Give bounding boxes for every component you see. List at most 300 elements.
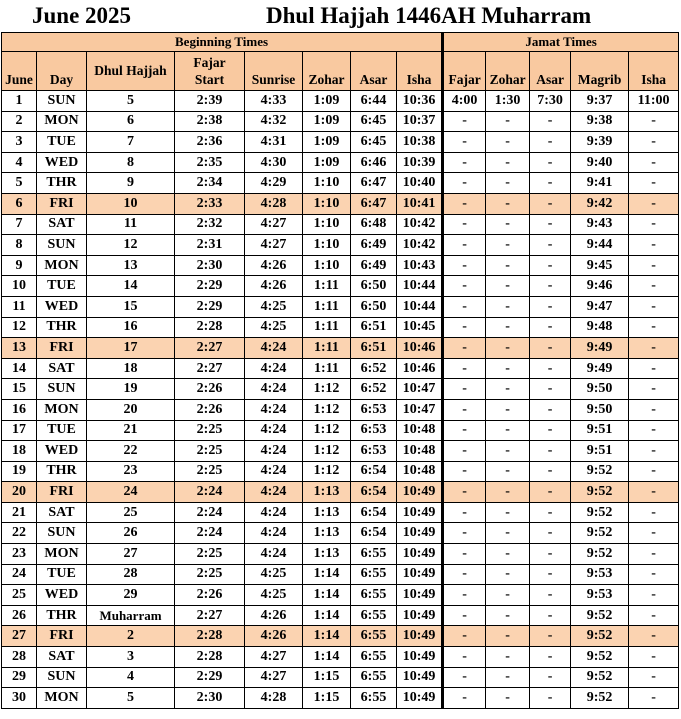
cell-asar: 6:45 bbox=[351, 132, 397, 153]
cell-jamat-magrib: 9:52 bbox=[571, 688, 629, 709]
cell-jamat-isha: - bbox=[629, 111, 679, 132]
cell-asar: 6:53 bbox=[351, 399, 397, 420]
col-dhul-hajjah: Dhul Hajjah bbox=[87, 52, 175, 91]
table-row bbox=[2, 605, 679, 626]
cell-jamat-isha: - bbox=[629, 441, 679, 462]
cell-jamat-isha: - bbox=[629, 482, 679, 503]
cell-asar: 6:55 bbox=[351, 544, 397, 565]
table-row bbox=[2, 667, 679, 688]
cell-jamat-isha: - bbox=[629, 605, 679, 626]
cell-hijri: 23 bbox=[87, 461, 175, 482]
cell-asar: 6:55 bbox=[351, 667, 397, 688]
cell-jamat-asar: - bbox=[530, 379, 571, 400]
table-row bbox=[2, 399, 679, 420]
cell-fajar-start: 2:32 bbox=[175, 214, 245, 235]
cell-fajar-start: 2:28 bbox=[175, 647, 245, 668]
table-row bbox=[2, 688, 679, 709]
cell-day: SUN bbox=[37, 667, 87, 688]
cell-zohar: 1:09 bbox=[303, 152, 351, 173]
cell-jamat-magrib: 9:51 bbox=[571, 441, 629, 462]
cell-fajar-start: 2:26 bbox=[175, 399, 245, 420]
cell-isha: 10:46 bbox=[397, 358, 443, 379]
cell-hijri: 2 bbox=[87, 626, 175, 647]
cell-day: SUN bbox=[37, 523, 87, 544]
cell-jamat-asar: - bbox=[530, 688, 571, 709]
cell-date: 14 bbox=[2, 358, 37, 379]
cell-jamat-isha: - bbox=[629, 626, 679, 647]
cell-jamat-zohar: - bbox=[486, 585, 530, 606]
cell-hijri: 5 bbox=[87, 91, 175, 112]
cell-sunrise: 4:24 bbox=[245, 399, 303, 420]
title-bar bbox=[0, 0, 681, 32]
cell-hijri: 27 bbox=[87, 544, 175, 565]
cell-jamat-isha: - bbox=[629, 235, 679, 256]
cell-sunrise: 4:28 bbox=[245, 193, 303, 214]
cell-sunrise: 4:24 bbox=[245, 420, 303, 441]
cell-date: 16 bbox=[2, 399, 37, 420]
cell-isha: 10:49 bbox=[397, 482, 443, 503]
cell-hijri: 6 bbox=[87, 111, 175, 132]
cell-hijri: 28 bbox=[87, 564, 175, 585]
cell-jamat-zohar: - bbox=[486, 399, 530, 420]
cell-day: SUN bbox=[37, 235, 87, 256]
cell-zohar: 1:13 bbox=[303, 544, 351, 565]
col-jamat-zohar: Zohar bbox=[486, 52, 530, 91]
cell-jamat-magrib: 9:47 bbox=[571, 296, 629, 317]
cell-date: 4 bbox=[2, 152, 37, 173]
cell-sunrise: 4:27 bbox=[245, 667, 303, 688]
cell-jamat-magrib: 9:52 bbox=[571, 523, 629, 544]
cell-jamat-magrib: 9:48 bbox=[571, 317, 629, 338]
table-row bbox=[2, 585, 679, 606]
beginning-times-header: Beginning Times bbox=[2, 33, 443, 52]
cell-asar: 6:46 bbox=[351, 152, 397, 173]
cell-fajar-start: 2:33 bbox=[175, 193, 245, 214]
cell-day: SUN bbox=[37, 379, 87, 400]
cell-sunrise: 4:25 bbox=[245, 585, 303, 606]
cell-jamat-magrib: 9:40 bbox=[571, 152, 629, 173]
cell-jamat-magrib: 9:50 bbox=[571, 379, 629, 400]
cell-sunrise: 4:26 bbox=[245, 255, 303, 276]
cell-fajar-start: 2:25 bbox=[175, 564, 245, 585]
cell-hijri: 4 bbox=[87, 667, 175, 688]
cell-jamat-isha: - bbox=[629, 152, 679, 173]
cell-jamat-fajar: - bbox=[443, 132, 486, 153]
cell-asar: 6:54 bbox=[351, 461, 397, 482]
cell-day: MON bbox=[37, 255, 87, 276]
cell-isha: 10:48 bbox=[397, 441, 443, 462]
cell-jamat-fajar: - bbox=[443, 667, 486, 688]
cell-sunrise: 4:27 bbox=[245, 214, 303, 235]
cell-jamat-magrib: 9:45 bbox=[571, 255, 629, 276]
cell-zohar: 1:15 bbox=[303, 667, 351, 688]
col-zohar: Zohar bbox=[303, 52, 351, 91]
cell-jamat-asar: - bbox=[530, 647, 571, 668]
cell-sunrise: 4:30 bbox=[245, 152, 303, 173]
cell-hijri: 5 bbox=[87, 688, 175, 709]
cell-sunrise: 4:29 bbox=[245, 173, 303, 194]
cell-jamat-zohar: - bbox=[486, 461, 530, 482]
col-asar: Asar bbox=[351, 52, 397, 91]
cell-jamat-isha: - bbox=[629, 338, 679, 359]
cell-zohar: 1:09 bbox=[303, 91, 351, 112]
cell-asar: 6:54 bbox=[351, 523, 397, 544]
table-row bbox=[2, 358, 679, 379]
cell-asar: 6:53 bbox=[351, 441, 397, 462]
cell-date: 2 bbox=[2, 111, 37, 132]
cell-zohar: 1:11 bbox=[303, 358, 351, 379]
cell-isha: 10:45 bbox=[397, 317, 443, 338]
cell-zohar: 1:13 bbox=[303, 502, 351, 523]
cell-jamat-zohar: - bbox=[486, 358, 530, 379]
cell-sunrise: 4:31 bbox=[245, 132, 303, 153]
col-fajar-start-line1: Fajar bbox=[193, 55, 226, 70]
cell-fajar-start: 2:24 bbox=[175, 482, 245, 503]
cell-jamat-asar: - bbox=[530, 111, 571, 132]
table-row bbox=[2, 152, 679, 173]
table-row bbox=[2, 173, 679, 194]
cell-jamat-asar: - bbox=[530, 502, 571, 523]
cell-asar: 6:55 bbox=[351, 688, 397, 709]
cell-date: 13 bbox=[2, 338, 37, 359]
cell-asar: 6:53 bbox=[351, 420, 397, 441]
cell-sunrise: 4:33 bbox=[245, 91, 303, 112]
cell-sunrise: 4:25 bbox=[245, 317, 303, 338]
cell-jamat-fajar: - bbox=[443, 626, 486, 647]
cell-asar: 6:47 bbox=[351, 193, 397, 214]
cell-jamat-isha: - bbox=[629, 667, 679, 688]
cell-jamat-magrib: 9:52 bbox=[571, 605, 629, 626]
cell-fajar-start: 2:26 bbox=[175, 585, 245, 606]
cell-isha: 10:49 bbox=[397, 523, 443, 544]
cell-sunrise: 4:24 bbox=[245, 482, 303, 503]
cell-asar: 6:52 bbox=[351, 358, 397, 379]
cell-jamat-zohar: - bbox=[486, 255, 530, 276]
cell-date: 20 bbox=[2, 482, 37, 503]
col-jamat-isha: Isha bbox=[629, 52, 679, 91]
cell-isha: 10:49 bbox=[397, 564, 443, 585]
cell-jamat-asar: - bbox=[530, 338, 571, 359]
cell-jamat-fajar: - bbox=[443, 152, 486, 173]
cell-day: SUN bbox=[37, 91, 87, 112]
cell-jamat-asar: - bbox=[530, 482, 571, 503]
cell-zohar: 1:09 bbox=[303, 132, 351, 153]
cell-zohar: 1:12 bbox=[303, 379, 351, 400]
cell-jamat-isha: - bbox=[629, 317, 679, 338]
column-header-row bbox=[2, 52, 679, 91]
cell-date: 28 bbox=[2, 647, 37, 668]
cell-jamat-isha: - bbox=[629, 173, 679, 194]
table-row bbox=[2, 91, 679, 112]
cell-zohar: 1:10 bbox=[303, 193, 351, 214]
cell-jamat-fajar: - bbox=[443, 461, 486, 482]
cell-date: 30 bbox=[2, 688, 37, 709]
cell-fajar-start: 2:30 bbox=[175, 255, 245, 276]
cell-jamat-asar: - bbox=[530, 461, 571, 482]
cell-hijri: 8 bbox=[87, 152, 175, 173]
cell-jamat-zohar: - bbox=[486, 214, 530, 235]
cell-jamat-zohar: - bbox=[486, 626, 530, 647]
cell-day: TUE bbox=[37, 420, 87, 441]
cell-date: 24 bbox=[2, 564, 37, 585]
cell-sunrise: 4:24 bbox=[245, 379, 303, 400]
cell-fajar-start: 2:28 bbox=[175, 317, 245, 338]
cell-sunrise: 4:25 bbox=[245, 296, 303, 317]
cell-zohar: 1:14 bbox=[303, 626, 351, 647]
table-row bbox=[2, 193, 679, 214]
cell-jamat-zohar: - bbox=[486, 667, 530, 688]
cell-isha: 10:49 bbox=[397, 626, 443, 647]
cell-isha: 10:41 bbox=[397, 193, 443, 214]
cell-fajar-start: 2:29 bbox=[175, 276, 245, 297]
cell-date: 12 bbox=[2, 317, 37, 338]
cell-jamat-asar: - bbox=[530, 420, 571, 441]
cell-sunrise: 4:24 bbox=[245, 523, 303, 544]
cell-sunrise: 4:26 bbox=[245, 605, 303, 626]
cell-sunrise: 4:26 bbox=[245, 276, 303, 297]
cell-jamat-magrib: 9:42 bbox=[571, 193, 629, 214]
cell-day: MON bbox=[37, 688, 87, 709]
cell-jamat-zohar: - bbox=[486, 193, 530, 214]
cell-date: 29 bbox=[2, 667, 37, 688]
cell-asar: 6:45 bbox=[351, 111, 397, 132]
cell-jamat-zohar: - bbox=[486, 235, 530, 256]
cell-hijri: 14 bbox=[87, 276, 175, 297]
cell-jamat-zohar: - bbox=[486, 544, 530, 565]
cell-jamat-isha: - bbox=[629, 502, 679, 523]
cell-jamat-fajar: - bbox=[443, 502, 486, 523]
cell-fajar-start: 2:25 bbox=[175, 461, 245, 482]
group-header-row bbox=[2, 33, 679, 52]
cell-asar: 6:55 bbox=[351, 564, 397, 585]
cell-date: 23 bbox=[2, 544, 37, 565]
cell-jamat-zohar: - bbox=[486, 420, 530, 441]
cell-isha: 10:49 bbox=[397, 647, 443, 668]
cell-hijri: 11 bbox=[87, 214, 175, 235]
cell-hijri: 7 bbox=[87, 132, 175, 153]
cell-jamat-asar: - bbox=[530, 564, 571, 585]
cell-fajar-start: 2:27 bbox=[175, 358, 245, 379]
cell-jamat-magrib: 9:52 bbox=[571, 647, 629, 668]
col-jamat-magrib: Magrib bbox=[571, 52, 629, 91]
cell-jamat-fajar: - bbox=[443, 420, 486, 441]
cell-asar: 6:47 bbox=[351, 173, 397, 194]
cell-zohar: 1:10 bbox=[303, 173, 351, 194]
cell-fajar-start: 2:39 bbox=[175, 91, 245, 112]
cell-jamat-magrib: 9:53 bbox=[571, 585, 629, 606]
cell-jamat-zohar: - bbox=[486, 502, 530, 523]
cell-jamat-asar: - bbox=[530, 214, 571, 235]
table-row bbox=[2, 626, 679, 647]
cell-fajar-start: 2:29 bbox=[175, 296, 245, 317]
table-row bbox=[2, 296, 679, 317]
cell-hijri: 26 bbox=[87, 523, 175, 544]
cell-jamat-magrib: 9:43 bbox=[571, 214, 629, 235]
cell-jamat-magrib: 9:44 bbox=[571, 235, 629, 256]
cell-jamat-zohar: - bbox=[486, 605, 530, 626]
cell-jamat-fajar: - bbox=[443, 111, 486, 132]
cell-sunrise: 4:27 bbox=[245, 235, 303, 256]
cell-jamat-isha: - bbox=[629, 461, 679, 482]
table-row bbox=[2, 647, 679, 668]
cell-jamat-fajar: - bbox=[443, 214, 486, 235]
cell-sunrise: 4:24 bbox=[245, 544, 303, 565]
cell-jamat-fajar: - bbox=[443, 441, 486, 462]
cell-jamat-asar: - bbox=[530, 585, 571, 606]
cell-jamat-fajar: - bbox=[443, 358, 486, 379]
cell-date: 17 bbox=[2, 420, 37, 441]
cell-day: FRI bbox=[37, 626, 87, 647]
cell-zohar: 1:13 bbox=[303, 523, 351, 544]
cell-asar: 6:50 bbox=[351, 296, 397, 317]
table-row bbox=[2, 379, 679, 400]
cell-day: WED bbox=[37, 296, 87, 317]
cell-jamat-asar: - bbox=[530, 544, 571, 565]
table-row bbox=[2, 111, 679, 132]
cell-fajar-start: 2:27 bbox=[175, 605, 245, 626]
cell-zohar: 1:10 bbox=[303, 255, 351, 276]
cell-jamat-asar: - bbox=[530, 235, 571, 256]
cell-jamat-zohar: - bbox=[486, 152, 530, 173]
table-row bbox=[2, 420, 679, 441]
cell-jamat-zohar: - bbox=[486, 276, 530, 297]
cell-hijri: 19 bbox=[87, 379, 175, 400]
cell-day: SAT bbox=[37, 358, 87, 379]
cell-sunrise: 4:32 bbox=[245, 111, 303, 132]
cell-jamat-zohar: - bbox=[486, 482, 530, 503]
cell-jamat-magrib: 9:38 bbox=[571, 111, 629, 132]
cell-fajar-start: 2:35 bbox=[175, 152, 245, 173]
cell-date: 19 bbox=[2, 461, 37, 482]
cell-day: WED bbox=[37, 441, 87, 462]
cell-jamat-magrib: 9:53 bbox=[571, 564, 629, 585]
cell-fajar-start: 2:29 bbox=[175, 667, 245, 688]
cell-sunrise: 4:25 bbox=[245, 564, 303, 585]
cell-day: FRI bbox=[37, 193, 87, 214]
cell-hijri: 12 bbox=[87, 235, 175, 256]
cell-fajar-start: 2:36 bbox=[175, 132, 245, 153]
cell-hijri: Muharram bbox=[87, 605, 175, 626]
cell-hijri: 13 bbox=[87, 255, 175, 276]
cell-zohar: 1:15 bbox=[303, 688, 351, 709]
cell-hijri: 17 bbox=[87, 338, 175, 359]
cell-jamat-asar: - bbox=[530, 173, 571, 194]
cell-day: MON bbox=[37, 111, 87, 132]
cell-day: MON bbox=[37, 399, 87, 420]
cell-jamat-fajar: - bbox=[443, 173, 486, 194]
cell-asar: 6:51 bbox=[351, 317, 397, 338]
table-row bbox=[2, 502, 679, 523]
cell-jamat-asar: - bbox=[530, 605, 571, 626]
cell-jamat-isha: - bbox=[629, 523, 679, 544]
cell-jamat-asar: - bbox=[530, 441, 571, 462]
cell-asar: 6:48 bbox=[351, 214, 397, 235]
cell-jamat-zohar: - bbox=[486, 564, 530, 585]
cell-day: THR bbox=[37, 317, 87, 338]
cell-jamat-zohar: - bbox=[486, 523, 530, 544]
cell-sunrise: 4:27 bbox=[245, 647, 303, 668]
col-day: Day bbox=[37, 52, 87, 91]
cell-zohar: 1:11 bbox=[303, 296, 351, 317]
cell-jamat-fajar: 4:00 bbox=[443, 91, 486, 112]
col-sunrise: Sunrise bbox=[245, 52, 303, 91]
cell-day: THR bbox=[37, 605, 87, 626]
cell-fajar-start: 2:27 bbox=[175, 338, 245, 359]
cell-jamat-asar: - bbox=[530, 132, 571, 153]
cell-fajar-start: 2:24 bbox=[175, 523, 245, 544]
cell-isha: 10:43 bbox=[397, 255, 443, 276]
cell-date: 6 bbox=[2, 193, 37, 214]
cell-jamat-asar: - bbox=[530, 296, 571, 317]
cell-jamat-zohar: - bbox=[486, 441, 530, 462]
cell-jamat-fajar: - bbox=[443, 296, 486, 317]
cell-isha: 10:37 bbox=[397, 111, 443, 132]
cell-fajar-start: 2:28 bbox=[175, 626, 245, 647]
table-row bbox=[2, 441, 679, 462]
cell-hijri: 15 bbox=[87, 296, 175, 317]
cell-jamat-magrib: 9:52 bbox=[571, 626, 629, 647]
cell-zohar: 1:13 bbox=[303, 482, 351, 503]
cell-jamat-fajar: - bbox=[443, 276, 486, 297]
cell-fajar-start: 2:25 bbox=[175, 420, 245, 441]
cell-day: TUE bbox=[37, 132, 87, 153]
cell-isha: 10:49 bbox=[397, 502, 443, 523]
cell-day: WED bbox=[37, 585, 87, 606]
cell-date: 1 bbox=[2, 91, 37, 112]
cell-fajar-start: 2:25 bbox=[175, 544, 245, 565]
cell-zohar: 1:14 bbox=[303, 564, 351, 585]
cell-sunrise: 4:28 bbox=[245, 688, 303, 709]
cell-day: SAT bbox=[37, 647, 87, 668]
cell-date: 15 bbox=[2, 379, 37, 400]
cell-jamat-magrib: 9:50 bbox=[571, 399, 629, 420]
cell-jamat-asar: 7:30 bbox=[530, 91, 571, 112]
cell-jamat-isha: - bbox=[629, 379, 679, 400]
col-fajar-start bbox=[175, 52, 245, 91]
cell-jamat-isha: - bbox=[629, 296, 679, 317]
cell-jamat-isha: - bbox=[629, 214, 679, 235]
table-row bbox=[2, 523, 679, 544]
cell-isha: 10:49 bbox=[397, 544, 443, 565]
cell-day: FRI bbox=[37, 338, 87, 359]
cell-jamat-isha: - bbox=[629, 358, 679, 379]
cell-fajar-start: 2:26 bbox=[175, 379, 245, 400]
cell-zohar: 1:12 bbox=[303, 399, 351, 420]
cell-zohar: 1:10 bbox=[303, 214, 351, 235]
table-row bbox=[2, 461, 679, 482]
cell-jamat-isha: - bbox=[629, 564, 679, 585]
cell-hijri: 18 bbox=[87, 358, 175, 379]
cell-jamat-fajar: - bbox=[443, 338, 486, 359]
cell-jamat-asar: - bbox=[530, 523, 571, 544]
cell-jamat-isha: - bbox=[629, 255, 679, 276]
table-row bbox=[2, 338, 679, 359]
cell-asar: 6:52 bbox=[351, 379, 397, 400]
cell-jamat-fajar: - bbox=[443, 585, 486, 606]
cell-jamat-zohar: - bbox=[486, 379, 530, 400]
cell-hijri: 24 bbox=[87, 482, 175, 503]
cell-isha: 10:46 bbox=[397, 338, 443, 359]
cell-jamat-asar: - bbox=[530, 358, 571, 379]
cell-date: 10 bbox=[2, 276, 37, 297]
cell-sunrise: 4:24 bbox=[245, 358, 303, 379]
cell-jamat-isha: 11:00 bbox=[629, 91, 679, 112]
col-jamat-fajar: Fajar bbox=[443, 52, 486, 91]
cell-asar: 6:54 bbox=[351, 502, 397, 523]
cell-zohar: 1:14 bbox=[303, 585, 351, 606]
cell-jamat-magrib: 9:52 bbox=[571, 502, 629, 523]
cell-hijri: 22 bbox=[87, 441, 175, 462]
